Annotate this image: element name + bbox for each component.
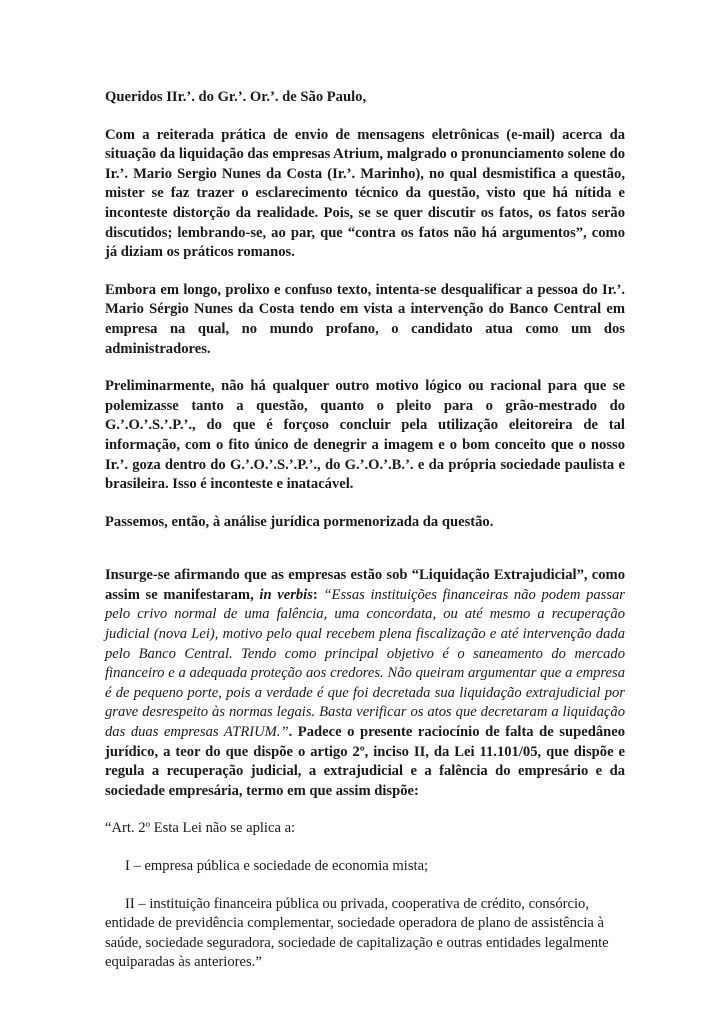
paragraph-4: Passemos, então, à análise jurídica pormenorizada da questão.: [105, 513, 494, 530]
article-heading: “Art. 2º Esta Lei não se aplica a:: [105, 820, 296, 837]
quoted-text: “Essas instituições financeiras não podem passar pelo crivo normal de uma falência, uma concordata, ou até mesmo a recuperação judicial (nova Lei), motivo pelo qual recebem plena fiscalização e até intervenção dada pelo Banco Central. Tendo como principal objetivo é o saneamento do mercado financeiro e a adequada proteção aos credores. Não queiram argumentar que a empresa é de pequeno porte, pois a verdade é que foi decretada sua liquidação extrajudicial por grave desrespeito às normas legais. Basta verificar os atos que decretaram a liquidação das duas empresas ATRIUM.”: [105, 586, 625, 741]
article-item-1: I – empresa pública e sociedade de economia mista;: [125, 858, 429, 874]
in-verbis: in verbis: [259, 586, 313, 603]
paragraph-5-lead: Insurge-se afirmando que as empresas estão sob “Liquidação Extrajudicial”, como assim se manifestaram,: [105, 567, 625, 603]
paragraph-1: Com a reiterada prática de envio de mensagens eletrônicas (e-mail) acerca da situação da liquidação das empresas Atrium, malgrado o pronunciamento solene do Ir.’. Mario Sergio Nunes da Costa (Ir.’. Marinho), no qual desmistifica a questão, mister se faz trazer o esclarecimento técnico da questão, visto que há nítida e inconteste distorção da realidade. Pois, se se quer discutir os fatos, os fatos serão discutidos; lembrando-se, ao par, que “contra os fatos não há argumentos”, como já diziam os práticos romanos.: [105, 126, 625, 261]
paragraph-2: Embora em longo, prolixo e confuso texto, intenta-se desqualificar a pessoa do Ir.’. Mario Sérgio Nunes da Costa tendo em vista a intervenção do Banco Central em empresa na qual, no mundo profano, o candidato atua como um dos administradores.: [105, 281, 625, 357]
document-page: [105, 88, 625, 973]
article-item-2: II – instituição financeira pública ou privada, cooperativa de crédito, consórcio, entidade de previdência complementar, sociedade operadora de plano de assistência à saúde, sociedade seguradora, sociedade de capitalização e outras entidades legalmente equiparadas às anteriores.”: [105, 895, 609, 971]
paragraph-5-tail: Padece o presente raciocínio de falta de supedâneo jurídico, a teor do que dispõe o artigo 2º, inciso II, da Lei 11.101/05, que dispõe e regula a recuperação judicial, a extrajudicial e a falência do empresário e da sociedade empresária, termo em que assim dispõe:: [105, 724, 626, 799]
salutation: Queridos IIr.’. do Gr.’. Or.’. de São Paulo,: [105, 89, 367, 105]
paragraph-5-colon: :: [312, 586, 324, 603]
paragraph-5: [105, 566, 625, 801]
paragraph-5-dot: .: [288, 724, 298, 741]
paragraph-3: Preliminarmente, não há qualquer outro motivo lógico ou racional para que se polemizasse tanto a questão, quanto o pleito para o grão-mestrado do G.’.O.’.S.’.P.’., do que é forçoso concluir pela utilização eleitoreira de tal informação, com o fito único de denegrir a imagem e o bom conceito que o nosso Ir.’. goza dentro do G.’.O.’.S.’.P.’., do G.’.O.’.B.’. e da própria sociedade paulista e brasileira. Isso é inconteste e inatacável.: [105, 378, 625, 493]
